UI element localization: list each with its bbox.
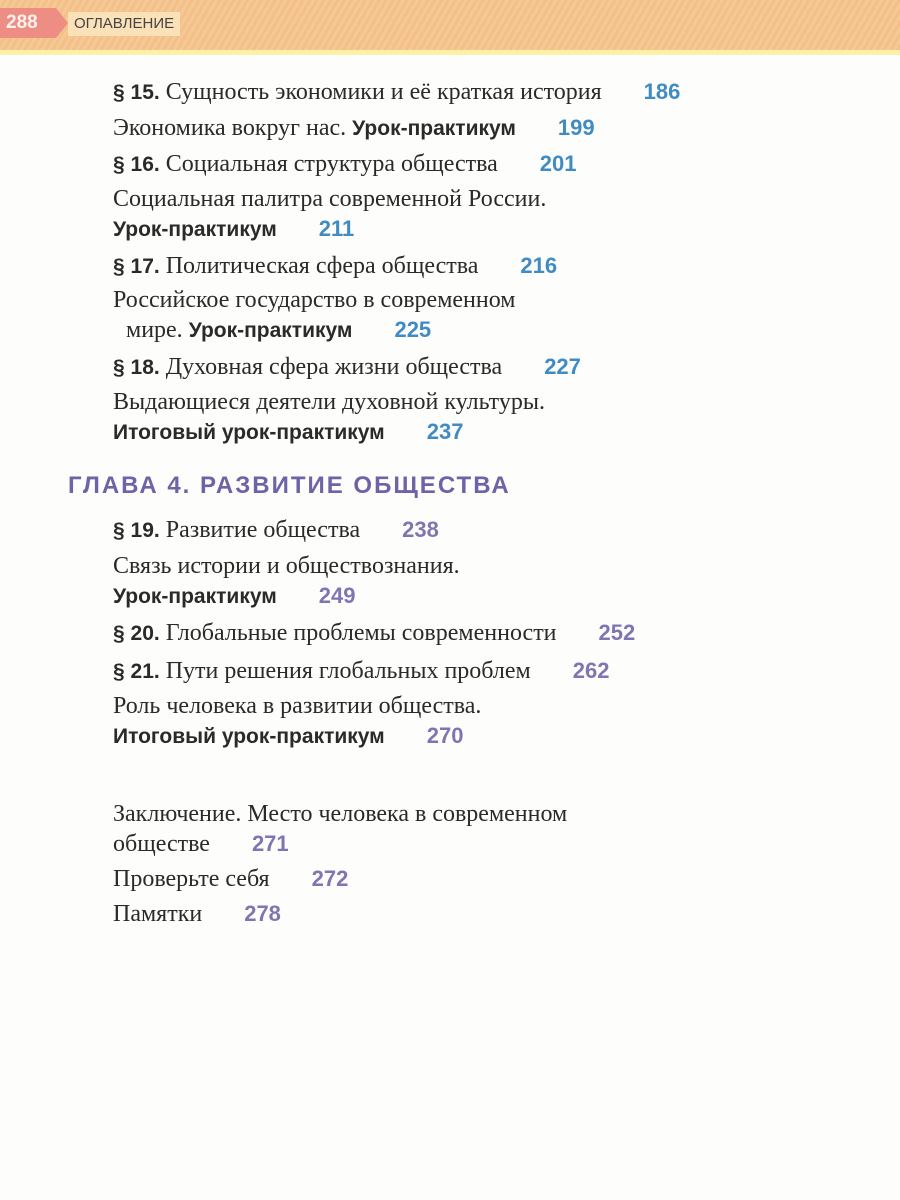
toc-entry[interactable] (113, 149, 577, 179)
entry-title: Пути решения глобальных проблем (165, 658, 531, 684)
toc-entry[interactable] (113, 899, 281, 929)
entry-title: Духовная сфера жизни общества (165, 354, 503, 380)
page-ref: 271 (251, 831, 289, 856)
page-ref: 211 (318, 216, 355, 241)
page-ref: 227 (544, 354, 581, 379)
chapter-heading[interactable]: ГЛАВА 4. РАЗВИТИЕ ОБЩЕСТВА (68, 472, 511, 499)
page-ref: 201 (539, 151, 577, 176)
entry-title: Связь истории и обществознания. (113, 553, 460, 579)
entry-title: Социальная структура общества (165, 151, 498, 177)
page-ref: 237 (426, 419, 464, 444)
page-ref: 186 (643, 79, 681, 104)
entry-title: Глобальные проблемы современности (165, 620, 557, 646)
page-ref: 216 (520, 253, 558, 278)
entry-type: Итоговый урок-практикум (113, 421, 385, 444)
page-ref: 199 (557, 115, 595, 140)
toc-entry[interactable] (113, 388, 545, 447)
entry-type: Итоговый урок-практикум (113, 725, 385, 748)
toc-entry[interactable] (113, 286, 515, 345)
header-bar (0, 0, 900, 55)
entry-title: Развитие общества (165, 517, 361, 543)
entry-title: Роль человека в развитии общества. (113, 693, 482, 719)
entry-title: Экономика вокруг нас. (113, 115, 347, 141)
page-number: 288 (0, 8, 56, 38)
toc-entry[interactable] (113, 113, 595, 143)
toc-entry[interactable] (113, 692, 481, 751)
entry-title: Выдающиеся деятели духовной культуры. (113, 389, 545, 415)
toc-entry[interactable] (113, 656, 609, 686)
entry-title-cont: мире. (126, 317, 183, 343)
page-ref: 238 (402, 517, 439, 542)
para-number: § 21. (113, 660, 160, 683)
page-ref: 270 (426, 723, 464, 748)
entry-title: Памятки (113, 901, 203, 927)
para-number: § 18. (113, 356, 160, 379)
page-ref: 249 (318, 583, 356, 608)
toc-entry[interactable] (113, 251, 557, 281)
entry-type: Урок-практикум (188, 319, 353, 342)
para-number: § 19. (113, 519, 160, 542)
entry-title: Заключение. Место человека в современном (113, 801, 568, 827)
page-ref: 252 (598, 620, 636, 645)
entry-title: Проверьте себя (113, 866, 270, 892)
toc-entry[interactable] (113, 864, 348, 894)
entry-title: Политическая сфера общества (165, 253, 479, 279)
para-number: § 17. (113, 255, 160, 278)
para-number: § 20. (113, 622, 160, 645)
page-ref: 272 (311, 866, 349, 891)
toc-entry[interactable] (113, 618, 635, 648)
toc-entry[interactable] (113, 515, 439, 545)
page-ref: 278 (244, 901, 281, 926)
toc-entry[interactable] (113, 800, 567, 859)
toc-entry[interactable] (113, 352, 581, 382)
page-ref: 225 (394, 317, 432, 342)
section-label: ОГЛАВЛЕНИЕ (68, 12, 180, 36)
para-number: § 16. (113, 153, 160, 176)
entry-title: Российское государство в современном (113, 287, 516, 313)
toc-entry[interactable] (113, 552, 460, 611)
entry-type: Урок-практикум (113, 585, 277, 608)
entry-type: Урок-практикум (113, 218, 277, 241)
entry-title-cont: обществе (113, 831, 210, 857)
toc-entry[interactable] (113, 77, 680, 107)
entry-title: Сущность экономики и её краткая история (165, 79, 602, 105)
toc-entry[interactable] (113, 185, 546, 244)
entry-title: Социальная палитра современной России. (113, 186, 547, 212)
para-number: § 15. (113, 81, 160, 104)
entry-type: Урок-практикум (352, 117, 516, 140)
page-ref: 262 (572, 658, 610, 683)
